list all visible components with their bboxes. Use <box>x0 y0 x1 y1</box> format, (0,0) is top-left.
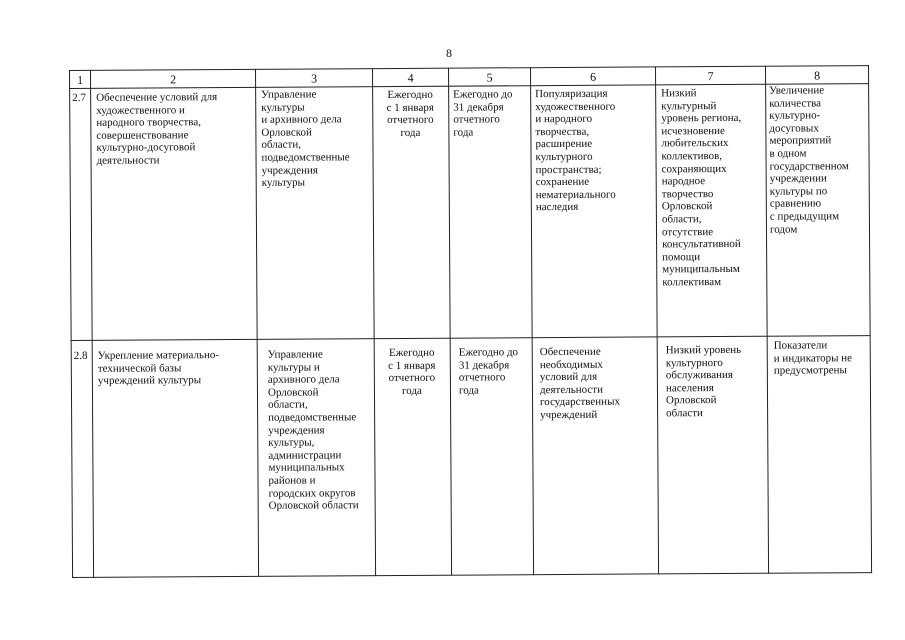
column-header-5: 5 <box>486 70 493 85</box>
column-header-7: 7 <box>707 69 714 84</box>
column-divider-8 <box>868 65 872 573</box>
column-header-8: 8 <box>814 68 821 83</box>
column-divider-5 <box>530 67 534 575</box>
column-divider-2 <box>255 69 259 577</box>
column-header-2: 2 <box>170 72 177 87</box>
column-header-1: 1 <box>77 72 84 87</box>
executor-cell: Управление культуры и архивного дела Орловской области, подведомственные учреждения культуры <box>261 88 350 189</box>
end-date-cell: Ежегодно до 31 декабря отчетного года <box>453 88 513 139</box>
executor-cell: Управление культуры и архивного дела Орловской области, подведомственные учреждения культуры, администрации муниципальных районов и городских округов Орловской области <box>267 348 359 512</box>
expected-result-cell: Обеспечение необходимых условий для деятельности государственных учреждений <box>539 345 620 422</box>
indicators-cell: Увеличение количества культурно- досуговых мероприятий в одном государственном учреждении культуры по сравнению с предыдущим годом <box>769 84 849 236</box>
row-number: 2.7 <box>72 91 86 104</box>
measure-cell: Укрепление материально- технической базы учреждений культуры <box>97 349 220 388</box>
expected-result-cell: Популяризация художественного и народного творчества, расширение культурного пространства; сохранение нематериального наследия <box>535 87 616 214</box>
column-divider-0 <box>69 70 73 578</box>
column-header-3: 3 <box>311 71 318 86</box>
consequences-cell: Низкий уровень культурного обслуживания населения Орловской области <box>665 343 742 420</box>
measure-cell: Обеспечение условий для художественного и народного творчества, совершенствование культурно-досуговой деятельности <box>96 91 218 167</box>
end-date-cell: Ежегодно до 31 декабря отчетного года <box>458 346 519 397</box>
start-date-cell: Ежегодно с 1 января отчетного года <box>386 88 434 139</box>
page-number: 8 <box>446 46 452 60</box>
column-divider-6 <box>655 66 659 574</box>
column-header-4: 4 <box>407 70 414 85</box>
consequences-cell: Низкий культурный уровень региона, исчезновение любительских коллективов, сохраняющих народное творчество Орловской области, отсутствие консультативной помощи муниципальным коллективам <box>661 87 742 289</box>
column-divider-1 <box>90 70 94 578</box>
column-divider-4 <box>448 68 452 576</box>
table-border-bottom <box>72 572 872 578</box>
document-table <box>69 65 872 578</box>
row-number: 2.8 <box>73 349 88 362</box>
indicators-cell: Показатели и индикаторы не предусмотрены <box>773 339 853 377</box>
column-header-6: 6 <box>590 69 597 84</box>
start-date-cell: Ежегодно с 1 января отчетного года <box>388 346 436 397</box>
row-divider <box>71 335 871 341</box>
